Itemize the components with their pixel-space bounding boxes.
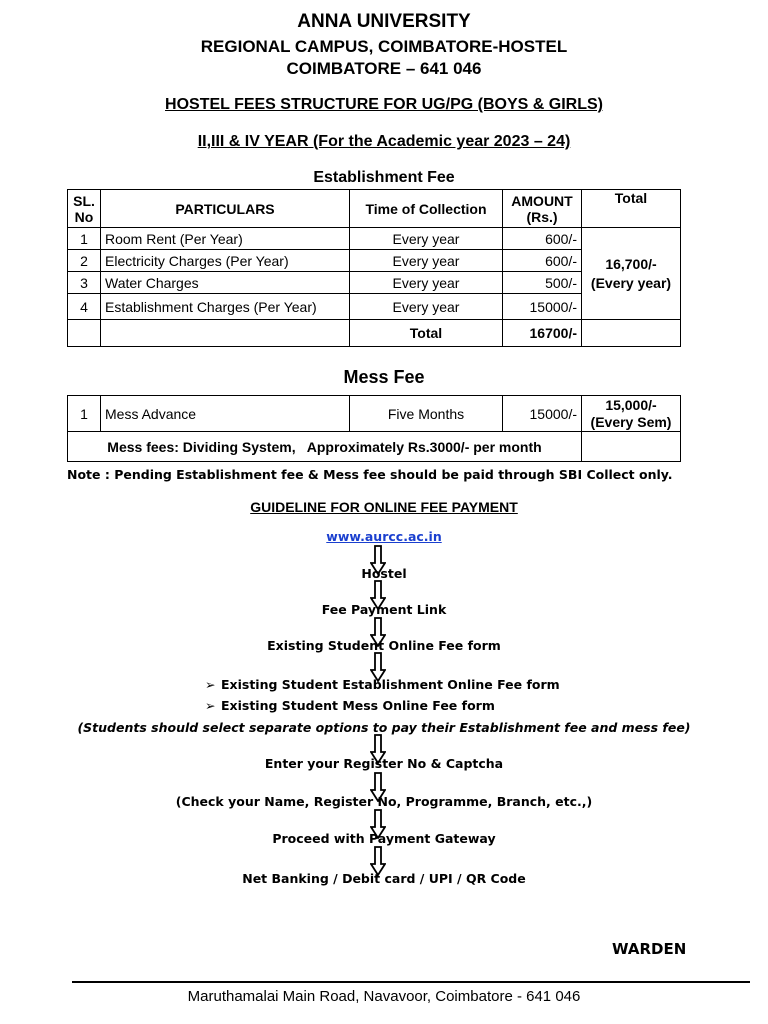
grand-total-note: (Every year) bbox=[590, 274, 672, 291]
row-time: Every year bbox=[350, 228, 503, 250]
row-particular: Establishment Charges (Per Year) bbox=[101, 294, 350, 320]
row-amount: 500/- bbox=[503, 272, 582, 294]
document-title: HOSTEL FEES STRUCTURE FOR UG/PG (BOYS & GIRLS) bbox=[165, 96, 603, 113]
step-check-details: (Check your Name, Register No, Programme, Branch, etc.,) bbox=[175, 794, 593, 809]
row-time: Five Months bbox=[350, 396, 503, 432]
total-row bbox=[68, 320, 681, 347]
col-particulars: PARTICULARS bbox=[101, 190, 350, 228]
row-amount: 600/- bbox=[503, 228, 582, 250]
step-payment-methods: Net Banking / Debit card / UPI / QR Code bbox=[242, 871, 526, 886]
grand-total-value: 16,700/- bbox=[605, 255, 657, 272]
step-hostel: Hostel bbox=[361, 566, 407, 581]
city-line: COIMBATORE – 641 046 bbox=[286, 59, 482, 78]
row-sl: 2 bbox=[68, 250, 101, 272]
establishment-heading: Establishment Fee bbox=[313, 169, 455, 186]
mess-total-note: (Every Sem) bbox=[590, 413, 672, 430]
campus-name: REGIONAL CAMPUS, COIMBATORE-HOSTEL bbox=[200, 37, 568, 56]
row-sl: 3 bbox=[68, 272, 101, 294]
row-particular: Water Charges bbox=[101, 272, 350, 294]
bullet-text: Existing Student Mess Online Fee form bbox=[221, 698, 495, 713]
row-time: Every year bbox=[350, 294, 503, 320]
establishment-table bbox=[67, 189, 681, 347]
bullet-establishment-form bbox=[205, 677, 560, 692]
mess-heading: Mess Fee bbox=[343, 367, 425, 387]
mess-total bbox=[582, 396, 681, 432]
row-time: Every year bbox=[350, 272, 503, 294]
mess-total-value: 15,000/- bbox=[605, 396, 657, 413]
row-amount: 15000/- bbox=[503, 294, 582, 320]
step-payment-gateway: Proceed with Payment Gateway bbox=[272, 831, 496, 846]
total-label: Total bbox=[350, 320, 503, 347]
step-fee-payment-link: Fee Payment Link bbox=[321, 602, 447, 617]
footer-address: Maruthamalai Main Road, Navavoor, Coimbatore - 641 046 bbox=[187, 988, 581, 1005]
mess-note-row bbox=[68, 432, 681, 462]
footer-divider bbox=[72, 981, 750, 983]
row-sl: 1 bbox=[68, 228, 101, 250]
separate-options-note: (Students should select separate options to pay their Establishment fee and mess fee) bbox=[77, 720, 691, 735]
warden-signature: WARDEN bbox=[612, 940, 687, 958]
empty-cell bbox=[582, 320, 681, 347]
step-existing-student-form: Existing Student Online Fee form bbox=[267, 638, 501, 653]
row-particular: Room Rent (Per Year) bbox=[101, 228, 350, 250]
table-header-row bbox=[68, 190, 681, 228]
university-name: ANNA UNIVERSITY bbox=[297, 11, 471, 32]
row-particular: Electricity Charges (Per Year) bbox=[101, 250, 350, 272]
col-total: Total bbox=[582, 190, 681, 228]
establishment-grand-total bbox=[582, 228, 681, 320]
table-row bbox=[68, 396, 681, 432]
total-value: 16700/- bbox=[503, 320, 582, 347]
bullet-arrow-icon: ➢ bbox=[205, 677, 216, 692]
row-particular: Mess Advance bbox=[101, 396, 350, 432]
empty-cell bbox=[101, 320, 350, 347]
row-amount: 15000/- bbox=[503, 396, 582, 432]
col-amount: AMOUNT (Rs.) bbox=[503, 190, 582, 228]
col-sl-no: SL. No bbox=[68, 190, 101, 228]
empty-cell bbox=[68, 320, 101, 347]
bullet-text: Existing Student Establishment Online Fee form bbox=[221, 677, 560, 692]
mess-dividing-note: Mess fees: Dividing System, Approximately Rs.3000/- per month bbox=[68, 432, 582, 462]
col-time: Time of Collection bbox=[350, 190, 503, 228]
payment-note: Note : Pending Establishment fee & Mess fee should be paid through SBI Collect only. bbox=[67, 467, 673, 482]
empty-cell bbox=[582, 432, 681, 462]
mess-table bbox=[67, 395, 681, 462]
website-link[interactable]: www.aurcc.ac.in bbox=[326, 529, 442, 544]
bullet-arrow-icon: ➢ bbox=[205, 698, 216, 713]
row-time: Every year bbox=[350, 250, 503, 272]
academic-year: II,III & IV YEAR (For the Academic year 2023 – 24) bbox=[197, 133, 571, 150]
guideline-heading: GUIDELINE FOR ONLINE FEE PAYMENT bbox=[250, 499, 518, 515]
row-sl: 4 bbox=[68, 294, 101, 320]
row-sl: 1 bbox=[68, 396, 101, 432]
row-amount: 600/- bbox=[503, 250, 582, 272]
step-register-captcha: Enter your Register No & Captcha bbox=[264, 756, 504, 771]
table-row bbox=[68, 228, 681, 250]
bullet-mess-form bbox=[205, 698, 495, 713]
